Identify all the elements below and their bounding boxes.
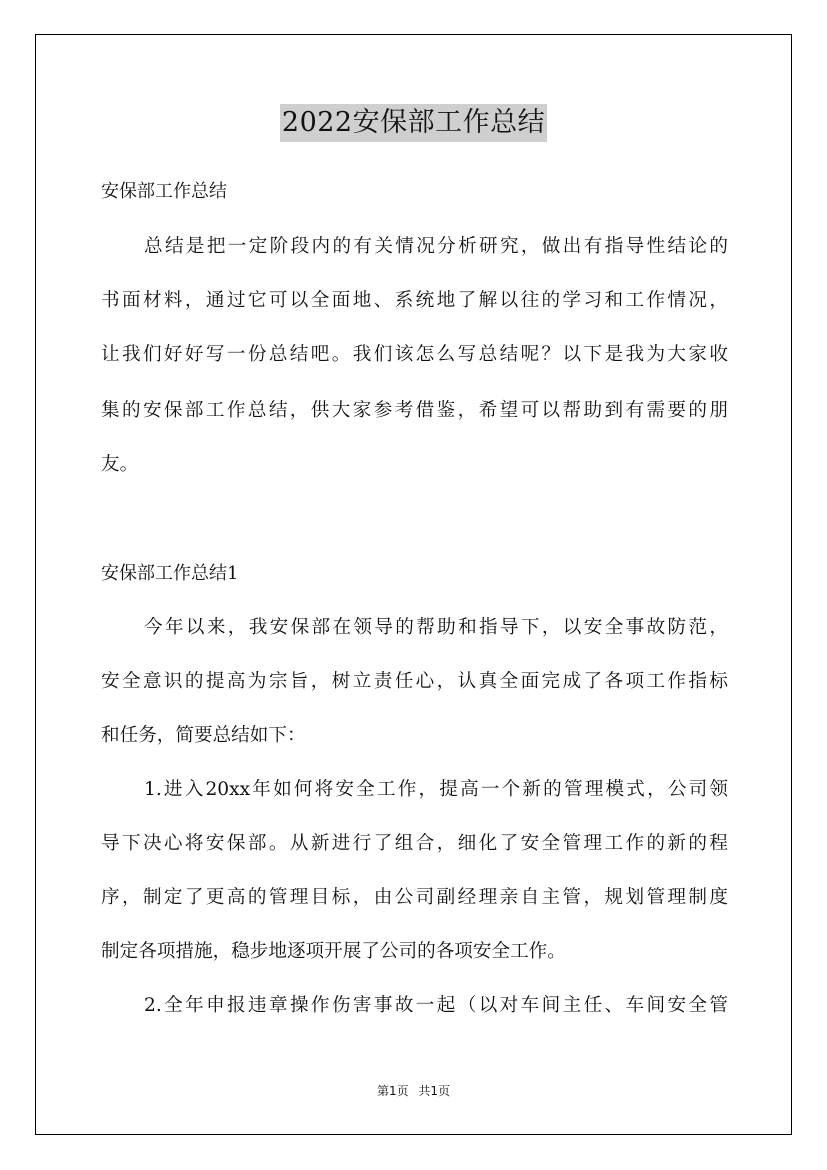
list-item-line: 制定各项措施，稳步地逐项开展了公司的各项安全工作。 [101,941,566,962]
intro-heading: 安保部工作总结 [101,181,227,202]
list-item-line: 序，制定了更高的管理目标，由公司副经理亲自主管，规划管理制度 [101,887,728,908]
paragraph-line: 今年以来，我安保部在领导的帮助和指导下，以安全事故防范， [144,617,728,638]
document-title: 2022安保部工作总结 [280,104,547,142]
page-footer [0,1082,827,1100]
paragraph-line: 书面材料，通过它可以全面地、系统地了解以往的学习和工作情况， [101,290,728,311]
paragraph-line: 集的安保部工作总结，供大家参考借鉴，希望可以帮助到有需要的朋 [101,400,728,421]
title-wrap [0,104,827,142]
list-item-line: 1.进入20xx年如何将安全工作，提高一个新的管理模式，公司领 [144,779,728,800]
list-item-line: 2.全年申报违章操作伤害事故一起（以对车间主任、车间安全管 [144,995,728,1016]
page-total: 共1页 [418,1084,451,1098]
paragraph-line: 让我们好好写一份总结吧。我们该怎么写总结呢？以下是我为大家收 [101,344,728,365]
section-heading: 安保部工作总结1 [101,563,239,584]
page-number: 第1页 [376,1084,409,1098]
list-item-line: 导下决心将安保部。从新进行了组合，细化了安全管理工作的新的程 [101,833,728,854]
paragraph-line: 安全意识的提高为宗旨，树立责任心，认真全面完成了各项工作指标 [101,671,728,692]
paragraph-line: 和任务，简要总结如下： [101,725,306,746]
paragraph-line: 总结是把一定阶段内的有关情况分析研究，做出有指导性结论的 [144,236,728,257]
paragraph-line: 友。 [101,454,139,475]
